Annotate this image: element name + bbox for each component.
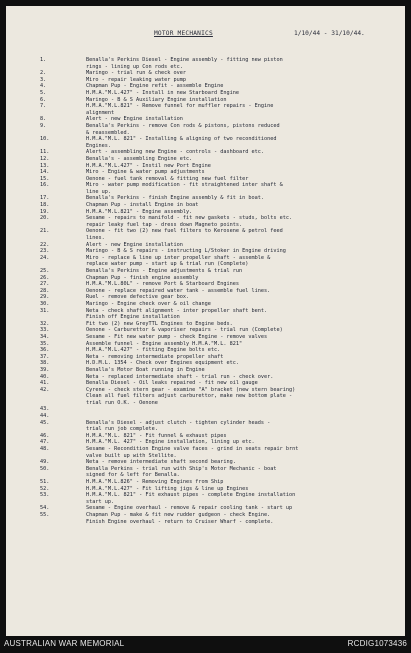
list-item — [6, 136, 405, 149]
entry-text: Ruel - remove defective gear box. — [86, 294, 190, 301]
entry-text: Sesame - Recondition Engine valve faces - grind in seats repair brnt valve built up with Stellite. — [86, 446, 299, 459]
list-item — [6, 248, 405, 255]
list-item — [6, 380, 405, 387]
entry-text: Chapman Pup - finish engine assembly — [86, 274, 199, 281]
entry-number: 52. — [40, 485, 50, 492]
entry-number: 18. — [40, 202, 50, 209]
list-item — [6, 169, 405, 176]
entry-text: Oenone - fit two (2) new fuel filters to Kerosene & petrol feed lines. — [86, 228, 283, 242]
entry-text: Sesame - repairs to manifold - fit new gaskets - studs, bolts etc. repair leaky fuel tap - dress down Magneto points. — [86, 215, 293, 228]
entry-text: Benalla Perkins - trial run with Ship's Motor Mechanic - boat signed for & left for Benalla. — [86, 465, 277, 479]
list-item — [6, 334, 405, 341]
entry-number: 54. — [40, 505, 50, 512]
entry-number: 11. — [40, 149, 50, 156]
list-item — [6, 439, 405, 446]
list-item — [6, 202, 405, 209]
document-page — [6, 6, 405, 636]
entry-number: 22. — [40, 241, 50, 248]
list-item — [6, 341, 405, 348]
list-item — [6, 433, 405, 440]
list-item — [6, 176, 405, 183]
entry-text: Benalla's Motor Boat running in Engine — [86, 366, 205, 373]
document-header — [6, 30, 405, 42]
list-item — [6, 387, 405, 407]
entry-text: H.M.A."M.L.821" - Remove funnel for muffler repairs - Engine alignment — [86, 103, 274, 116]
entry-text: H.M.A."M.L. 427" - Engine installation, lining up etc. — [86, 439, 255, 446]
list-item — [6, 321, 405, 328]
entry-text: Chapman Pup - install Engine in boat — [86, 202, 199, 209]
entry-text: Neta - check shaft alignment - inter propeller shaft bent. Finish off Engine installation — [86, 307, 268, 321]
entry-text: Benalla's Perkins - remove Con rods & pistons, pistons reduced & reassembled. — [86, 122, 280, 136]
entry-number: 31. — [40, 307, 50, 314]
list-item — [6, 505, 405, 512]
entry-text: Miro - Engine & water pump adjustments — [86, 169, 205, 176]
list-item — [6, 420, 405, 433]
entry-number: 9. — [40, 122, 47, 129]
entry-number: 28. — [40, 287, 50, 294]
entry-number: 27. — [40, 281, 50, 288]
entry-text: Alert - new Engine installation — [86, 116, 183, 123]
entry-text: Chapman Pup - make & fit new rudder gudgeon - check Engine. Finish Engine overhaul - return to Cruiser Wharf - complete. — [86, 511, 274, 525]
entry-text: Oenone - fuel tank removal & fitting new fuel filter — [86, 175, 249, 182]
entry-number: 2. — [40, 70, 47, 77]
entry-text: Maringo - B & S Auxiliary Engine installation — [86, 96, 227, 103]
entry-text: Miro - replace & line up inter propeller shaft - assemble & replace water pump - start up & trial run (Complete) — [86, 254, 271, 268]
entry-text: H.M.A."M.L.826" - Removing Engines from Ship — [86, 479, 224, 486]
entry-text: H.M.A."M.L.821" - Engine assembly. — [86, 208, 193, 215]
entry-text: Neta - remove intermediate shaft second bearing. — [86, 459, 236, 466]
list-item — [6, 83, 405, 90]
list-item — [6, 182, 405, 195]
list-item — [6, 327, 405, 334]
entry-text: H.M.A."M.L.427" - fitting Engine bolts etc. — [86, 347, 221, 354]
entry-number: 49. — [40, 459, 50, 466]
list-item — [6, 413, 405, 420]
entry-number: 42. — [40, 386, 50, 393]
list-item — [6, 275, 405, 282]
list-item — [6, 367, 405, 374]
list-item — [6, 466, 405, 479]
list-item — [6, 195, 405, 202]
list-item — [6, 512, 405, 525]
entry-number: 10. — [40, 136, 50, 143]
entry-number: 46. — [40, 432, 50, 439]
list-item — [6, 97, 405, 104]
list-item — [6, 268, 405, 275]
entry-number: 6. — [40, 96, 47, 103]
list-item — [6, 90, 405, 97]
entry-number: 33. — [40, 327, 50, 334]
list-item — [6, 255, 405, 268]
entry-number: 36. — [40, 347, 50, 354]
entry-text: Oenone - Carburettor & vaporiser repairs - trial run (Complete) — [86, 327, 283, 334]
list-item — [6, 123, 405, 136]
entry-text: Benalla's Perkins - Engine adjustments & trial run — [86, 268, 243, 274]
list-item — [6, 156, 405, 163]
entry-text: Sesame - Engine overhaul - remove & repair cooling tank - start up — [86, 505, 293, 512]
entry-number: 30. — [40, 300, 50, 307]
entry-text: Neta - removing intermediate propeller shaft — [86, 353, 224, 360]
entry-text: Benalla's - assembling Engine etc. — [86, 155, 193, 162]
entry-number: 44. — [40, 413, 50, 420]
entry-number: 5. — [40, 89, 47, 96]
entry-text: Alert - assembling new Engine - controls - dashboard etc. — [86, 149, 265, 156]
list-item — [6, 215, 405, 228]
entry-number: 48. — [40, 446, 50, 453]
entry-number: 20. — [40, 215, 50, 222]
list-item — [6, 281, 405, 288]
archive-id: RCDIG1073436 — [347, 639, 407, 648]
list-item — [6, 459, 405, 466]
entry-number: 17. — [40, 195, 50, 202]
entry-number: 39. — [40, 366, 50, 373]
entry-text: Benalla's Perkins Diesel - Engine assembly - fitting new piston rings - lining up Con rods etc. — [86, 57, 283, 70]
list-item — [6, 242, 405, 249]
entry-number: 7. — [40, 103, 47, 110]
list-item — [6, 103, 405, 116]
list-item — [6, 486, 405, 493]
list-item — [6, 57, 405, 70]
entry-text: Assemble funnel - Engine assembly H.M.A."M.L. 821" — [86, 340, 243, 347]
entry-number: 38. — [40, 360, 50, 367]
list-item — [6, 308, 405, 321]
entry-number: 26. — [40, 274, 50, 281]
entry-number: 43. — [40, 406, 50, 413]
entry-text: H.M.A."M.L.427" - Instil new Port Engine — [86, 162, 211, 169]
list-item — [6, 492, 405, 505]
entry-text: Miro - water pump modification - fit straightened inter shaft & line up. — [86, 182, 283, 195]
page-title: MOTOR MECHANICS — [154, 30, 213, 37]
list-item — [6, 228, 405, 241]
list-item — [6, 374, 405, 381]
entry-number: 12. — [40, 155, 50, 162]
list-item — [6, 406, 405, 413]
entry-number: 15. — [40, 175, 50, 182]
entry-text: Alert - new Engine installation — [86, 241, 183, 248]
entry-text: Benalla's Perkins - finish Engine assembly & fit in boat. — [86, 195, 265, 202]
entry-number: 32. — [40, 320, 50, 327]
list-item — [6, 77, 405, 84]
entry-text: Cyrene - check stern gear - examine "A" bracket (new stern bearing) Clean all fuel filters adjust carburettor, make new bottom plate - trial run O.K. - Oenone — [86, 386, 296, 406]
entry-number: 24. — [40, 254, 50, 261]
entry-text: Neta - replaced intermediate shaft - trial run - check over. — [86, 373, 274, 380]
entry-number: 34. — [40, 333, 50, 340]
list-item — [6, 347, 405, 354]
list-item — [6, 116, 405, 123]
list-item — [6, 446, 405, 459]
entry-list — [6, 57, 405, 525]
entry-number: 53. — [40, 492, 50, 499]
entry-text: Chapman Pup - Engine refit - assemble Engine — [86, 83, 224, 90]
entry-number: 3. — [40, 76, 47, 83]
entry-number: 23. — [40, 248, 50, 255]
entry-text: H.M.A."M.L.80L" - remove Port & Starboard Engines — [86, 281, 240, 288]
entry-text: H.M.A."M.L. 821" - Installing & aligning of two reconditioned Engines. — [86, 136, 277, 149]
entry-number: 37. — [40, 353, 50, 360]
list-item — [6, 70, 405, 77]
list-item — [6, 294, 405, 301]
entry-number: 13. — [40, 162, 50, 169]
date-range: 1/10/44 - 31/10/44. — [294, 30, 365, 37]
entry-text: Maringo - B & S repairs - instructing L/Stoker in Engine driving — [86, 248, 286, 255]
entry-number: 1. — [40, 57, 47, 63]
list-item — [6, 288, 405, 295]
entry-text: Fit two (2) new GreyTTL Engines to Engine beds. — [86, 320, 233, 327]
entry-text: Maringo - trial run & check over — [86, 70, 186, 77]
entry-text: H.M.A."M.L.427" - Fit lifting jigs & line up Engines — [86, 485, 249, 492]
entry-text: Miro - repair leaking water pump — [86, 76, 186, 83]
entry-number: 55. — [40, 511, 50, 518]
entry-text: Oenone - replace repaired water tank - assemble fuel lines. — [86, 287, 271, 294]
entry-number: 50. — [40, 465, 50, 472]
entry-text: Benalla's Diesel - adjust clutch - tighten cylinder heads - trial run job complete. — [86, 419, 271, 433]
entry-text: Maringo - Engine check over & oil change — [86, 300, 211, 307]
entry-number: 29. — [40, 294, 50, 301]
entry-text: H.M.A."M.L.427" - Install in new Starboard Engine — [86, 89, 240, 96]
entry-number: 41. — [40, 380, 50, 387]
list-item — [6, 209, 405, 216]
entry-text: Sesame - Fit new water pump - check Engine - remove valves — [86, 333, 268, 340]
list-item — [6, 479, 405, 486]
archive-footer — [0, 636, 411, 653]
entry-text: H.D.M.L. 1354 - Check over Engines equipment etc. — [86, 360, 240, 367]
list-item — [6, 360, 405, 367]
list-item — [6, 149, 405, 156]
entry-number: 21. — [40, 228, 50, 235]
entry-number: 25. — [40, 268, 50, 274]
entry-number: 47. — [40, 439, 50, 446]
entry-text: H.M.A."M.L. 821" - Fit funnel & exhaust pipes — [86, 432, 227, 439]
entry-text: H.M.A."M.L. 821" - Fit exhaust pipes - complete Engine installation start up. — [86, 492, 296, 505]
entry-number: 8. — [40, 116, 47, 123]
list-item — [6, 163, 405, 170]
entry-number: 51. — [40, 479, 50, 486]
entry-number: 19. — [40, 208, 50, 215]
entry-number: 16. — [40, 182, 50, 189]
entry-number: 14. — [40, 169, 50, 176]
entry-number: 35. — [40, 340, 50, 347]
list-item — [6, 354, 405, 361]
archive-name: AUSTRALIAN WAR MEMORIAL — [4, 639, 125, 648]
entry-text: Benalla Diesel - Oil leaks repaired - fit new oil gauge — [86, 380, 258, 387]
entry-number: 45. — [40, 419, 50, 426]
list-item — [6, 301, 405, 308]
entry-number: 40. — [40, 373, 50, 380]
entry-number: 4. — [40, 83, 47, 90]
